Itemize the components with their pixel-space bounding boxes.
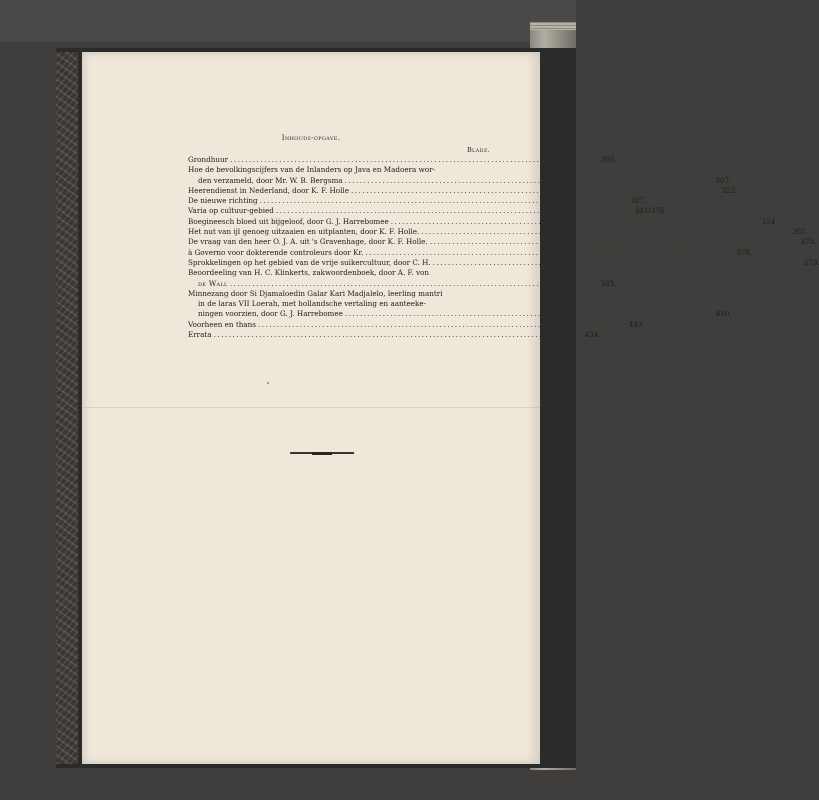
toc-entry bbox=[188, 237, 817, 247]
dot-leader: .............................................................................................. bbox=[429, 237, 786, 247]
toc-entry-title: De vraag van den heer O. J. A. uit 's Gravenhage, door K. F. Holle. bbox=[188, 237, 428, 247]
dot-leader: .............................................................................................. bbox=[257, 319, 614, 329]
scan-background bbox=[0, 0, 576, 42]
toc-entry-continued bbox=[188, 299, 488, 309]
toc-entry-page: 373. bbox=[800, 237, 817, 247]
toc-entry-page: 433. bbox=[628, 319, 645, 329]
toc-entry-title: Minnezang door Si Djamaloedin Galar Kari Madjalelo, leerling mantri bbox=[188, 288, 443, 298]
toc-entry-title: à Governo voor dokterende controleurs door Kr. bbox=[188, 247, 364, 257]
toc-entry-title-cont: den verzameld, door Mr. W. B. Bergsma bbox=[198, 175, 343, 185]
toc-entry-page: 305. bbox=[600, 155, 617, 164]
toc-entry-page: 341/376. bbox=[634, 206, 667, 216]
toc-entry bbox=[188, 227, 809, 237]
table-of-contents bbox=[188, 155, 819, 340]
toc-entry-title: Varia op cultuur-gebied bbox=[188, 206, 274, 216]
toc-entry-title: De nieuwe richting bbox=[188, 196, 258, 206]
toc-entry-page: 410. bbox=[715, 309, 732, 319]
dot-leader: .............................................................................................. bbox=[390, 216, 747, 226]
toc-entry-page: 367. bbox=[792, 227, 809, 237]
page-column-label: Bladz. bbox=[466, 146, 490, 154]
toc-entry bbox=[188, 155, 617, 165]
toc-entry-title: Voorheen en thans bbox=[188, 319, 256, 329]
dot-leader: .............................................................................................. bbox=[344, 309, 701, 319]
toc-entry-page: 383. bbox=[600, 278, 617, 288]
toc-entry-title: Het nut van ijl genoeg uitzaaien en uitplanten, door K. F. Holle. bbox=[188, 227, 420, 237]
closing-ornament-rule bbox=[290, 452, 354, 454]
toc-entry-title: Hoe de bevolkingscijfers van de Inlanders op Java en Madoera wor- bbox=[188, 165, 435, 175]
toc-entry-title: Boegineesch bloed uit bijgeloof, door G. J. Harrebomee bbox=[188, 216, 389, 226]
toc-entry bbox=[188, 330, 601, 340]
toc-entry bbox=[188, 185, 738, 196]
toc-entry-title: Heerendienst in Nederland, door K. F. Holle bbox=[188, 185, 349, 195]
toc-entry bbox=[188, 289, 488, 299]
book-page bbox=[82, 52, 819, 764]
toc-entry bbox=[188, 319, 645, 330]
page-speck bbox=[267, 382, 269, 384]
dot-leader: .............................................................................................. bbox=[213, 330, 570, 340]
toc-entry-title-cont: de Wall bbox=[198, 278, 228, 288]
toc-entry-title: Beoordeeling van H. C. Klinkerts, zakwoordenboek, door A. F. von bbox=[188, 268, 429, 278]
dot-leader: .............................................................................................. bbox=[350, 185, 707, 195]
dot-leader: .............................................................................................. bbox=[365, 247, 722, 257]
toc-entry bbox=[188, 216, 778, 227]
toc-entry-continued bbox=[188, 175, 732, 186]
dot-leader: .............................................................................................. bbox=[432, 257, 789, 267]
dot-leader: .............................................................................................. bbox=[344, 175, 701, 185]
toc-entry-page: 378. bbox=[736, 247, 753, 257]
toc-entry bbox=[188, 257, 819, 268]
toc-entry bbox=[188, 165, 488, 175]
page-fold-line bbox=[82, 407, 540, 408]
dot-leader: .............................................................................................. bbox=[259, 196, 616, 206]
toc-entry-continued bbox=[188, 309, 732, 319]
toc-heading: Inhouds-opgave. bbox=[281, 134, 341, 142]
toc-entry bbox=[188, 196, 647, 206]
toc-entry-title: Errata bbox=[188, 330, 212, 340]
toc-entry-title-cont: in de laras VII Loerah, met hollandsche vertaling en aanteeke- bbox=[198, 299, 427, 309]
marbled-endpaper bbox=[56, 52, 78, 764]
toc-entry-page: 327. bbox=[630, 196, 647, 206]
toc-entry-title: Grondhuur bbox=[188, 155, 229, 164]
dot-leader: .............................................................................................. bbox=[230, 155, 586, 164]
rule-center-accent bbox=[312, 452, 332, 455]
toc-entry bbox=[188, 206, 667, 216]
dot-leader: .............................................................................................. bbox=[275, 206, 632, 216]
toc-entry-page: 354. bbox=[761, 216, 778, 226]
toc-entry bbox=[188, 268, 488, 278]
toc-entry-page: 322. bbox=[721, 185, 738, 195]
toc-entry-title: Sprokkelingen op het gebied van de vrije suikercultuur, door C. H. bbox=[188, 257, 431, 267]
toc-entry-title-cont: ningen voorzien, door G. J. Harrebomee bbox=[198, 309, 343, 319]
toc-entry-page: 307. bbox=[715, 175, 732, 185]
toc-entry-continued bbox=[188, 278, 617, 289]
toc-entry-page: 379. bbox=[803, 257, 819, 267]
toc-entry-page: 434. bbox=[584, 330, 601, 340]
dot-leader: .............................................................................................. bbox=[229, 278, 586, 288]
toc-entry bbox=[188, 247, 753, 258]
dot-leader: .............................................................................................. bbox=[421, 227, 778, 237]
